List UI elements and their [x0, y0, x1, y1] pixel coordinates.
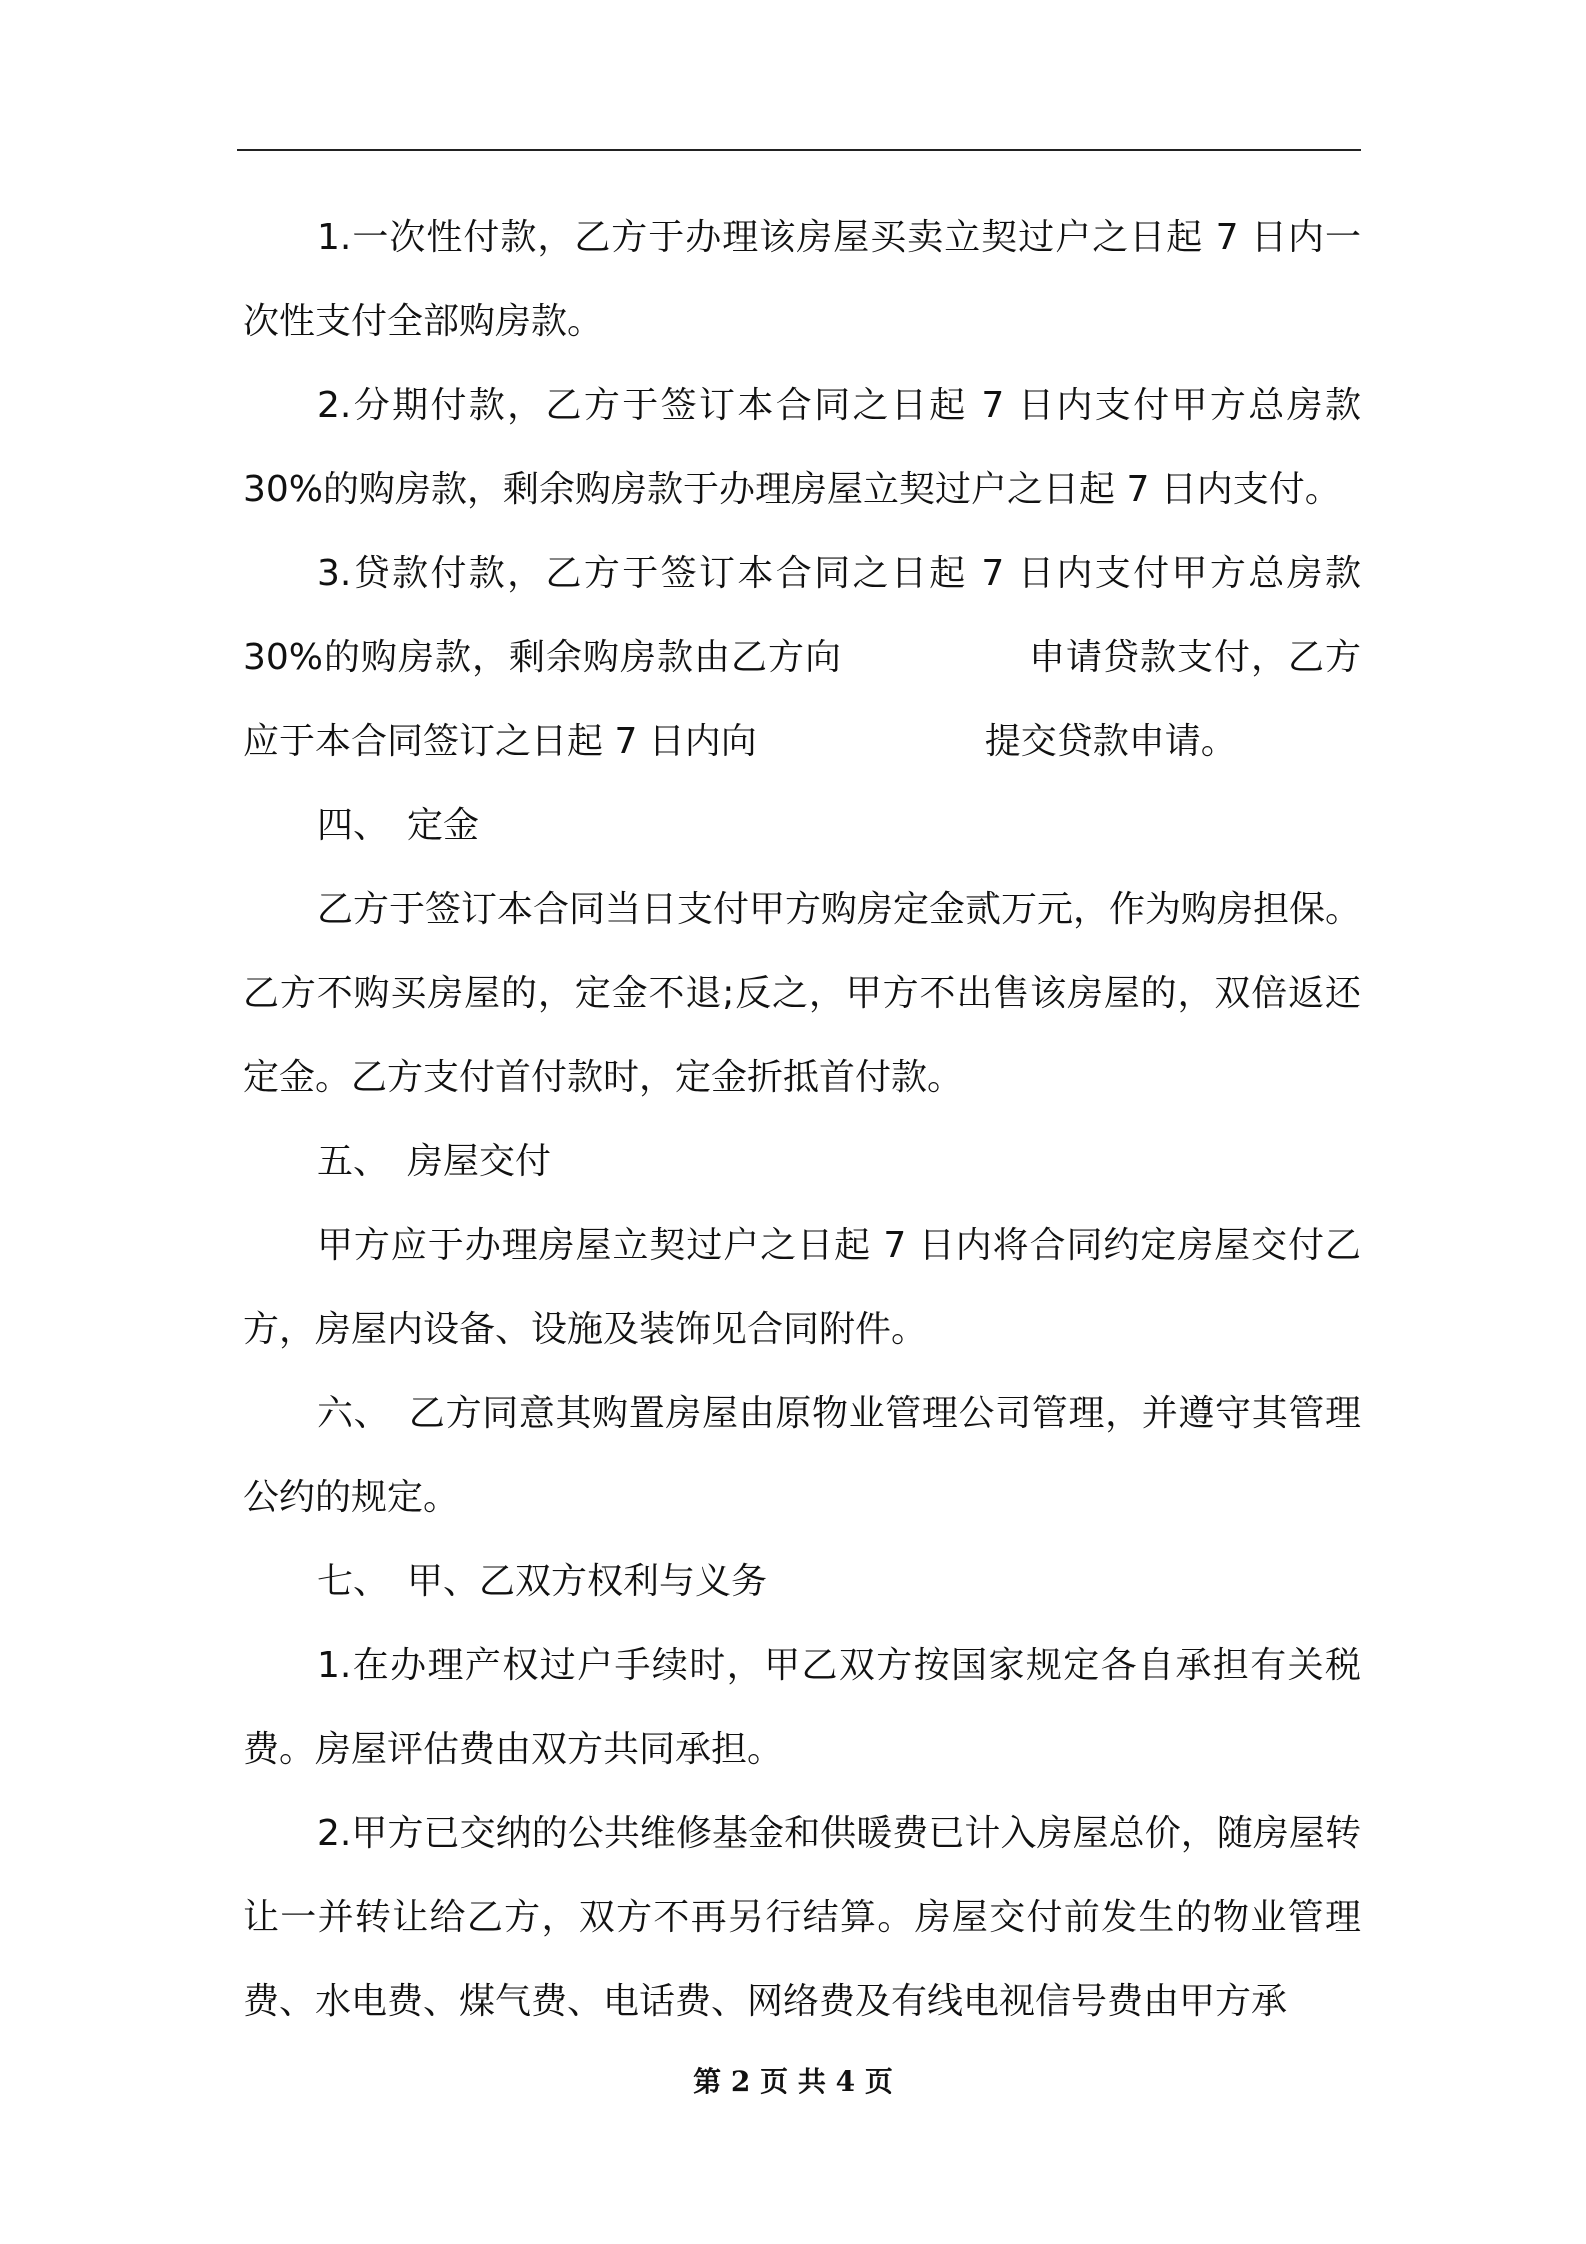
maintenance-fund-paragraph: 2.甲方已交纳的公共维修基金和供暖费已计入房屋总价，随房屋转让一并转让给乙方，双方不再另行结算。房屋交付前发生的物业管理费、水电费、煤气费、电话费、网络费及有线电视信号费由甲方承	[243, 1813, 1361, 2022]
payment-loan-text-b: 申请贷款支付，乙方应于本合同签订之日起 7 日内向	[243, 637, 1361, 762]
contract-body	[243, 196, 1361, 2044]
delivery-paragraph: 甲方应于办理房屋立契过户之日起 7 日内将合同约定房屋交付乙方，房屋内设备、设施及装饰见合同附件。	[243, 1225, 1361, 1350]
section-heading-rights-obligations: 七、 甲、乙双方权利与义务	[317, 1561, 768, 1602]
section-heading-delivery: 五、 房屋交付	[317, 1141, 552, 1182]
property-management-paragraph: 六、 乙方同意其购置房屋由原物业管理公司管理，并遵守其管理公约的规定。	[243, 1393, 1361, 1518]
page-number-footer: 第 2 页 共 4 页	[693, 2065, 893, 2098]
payment-loan-text-c: 提交贷款申请。	[984, 721, 1237, 762]
payment-loan-paragraph	[243, 532, 1361, 784]
payment-installment-paragraph: 2.分期付款，乙方于签订本合同之日起 7 日内支付甲方总房款30%的购房款，剩余购房款于办理房屋立契过户之日起 7 日内支付。	[243, 385, 1361, 510]
header-rule	[237, 149, 1361, 151]
deposit-paragraph: 乙方于签订本合同当日支付甲方购房定金贰万元，作为购房担保。乙方不购买房屋的，定金不退;反之，甲方不出售该房屋的，双倍返还定金。乙方支付首付款时，定金折抵首付款。	[243, 889, 1362, 1098]
tax-fees-paragraph: 1.在办理产权过户手续时，甲乙双方按国家规定各自承担有关税费。房屋评估费由双方共同承担。	[243, 1645, 1361, 1770]
payment-lump-sum-paragraph: 1.一次性付款，乙方于办理该房屋买卖立契过户之日起 7 日内一次性支付全部购房款。	[243, 217, 1361, 342]
payment-loan-text-a: 3.贷款付款，乙方于签订本合同之日起 7 日内支付甲方总房款30%的购房款，剩余购房款由乙方向	[243, 553, 1361, 678]
section-heading-deposit: 四、 定金	[317, 805, 480, 846]
